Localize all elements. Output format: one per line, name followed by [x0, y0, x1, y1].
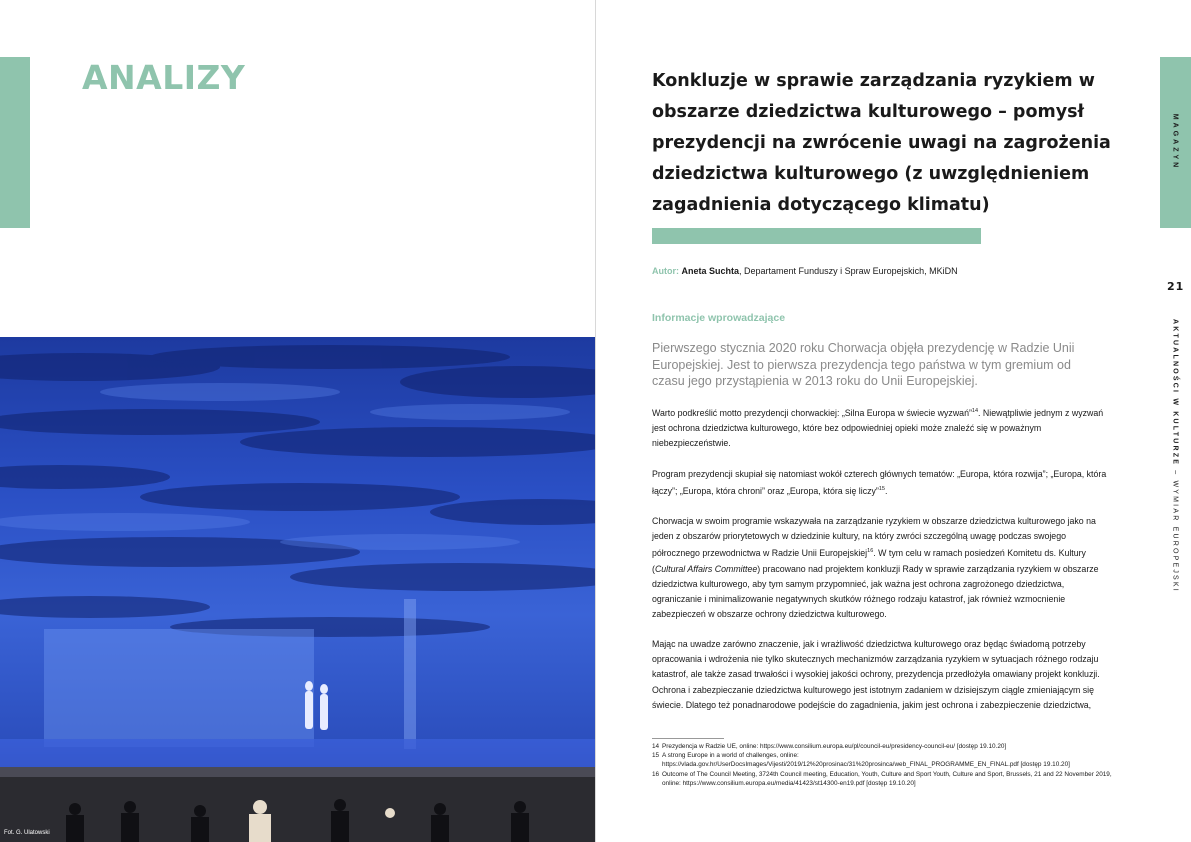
author-name: Aneta Suchta: [681, 266, 740, 276]
running-section-label: [1172, 319, 1179, 593]
photo-credit: Fot. G. Ulatowski: [4, 830, 50, 836]
section-label-rest: – WYMIAR EUROPEJSKI: [1171, 466, 1179, 593]
section-label-bold: AKTUALNOŚCI W KULTURZE: [1171, 319, 1179, 467]
footnotes: [652, 742, 1122, 788]
footnote-number: 16: [652, 770, 660, 778]
text-run: Chorwacja w swoim programie wskazywała na zarządzanie ryzykiem w obszarze dziedzictwa kulturowego jako na jeden z obszarów priorytetowych w dziedzinie kultury, na który zwróci szczególną uwagę podczas swojego półrocznego przewodnictwa w Radzie Unii Europejskiej: [652, 516, 1096, 559]
text-run: ) pracowano nad projektem konkluzji Rady w sprawie zarządzania ryzykiem w obszarze dziedzictwa kulturowego, aby tym samym przypomnieć, jak ważna jest ochrona zagrożonego dziedzictwa, ograniczanie i minimalizowanie negatywnych skutków różnego rodzaju katastrof, jak również wzmocnienie zabezpieczeń w obszarze ochrony dziedzictwa kulturowego.: [652, 563, 1099, 620]
orchestra-pit: [0, 767, 595, 842]
footnote: [652, 770, 1122, 788]
left-page: [0, 0, 595, 842]
light-panel: [44, 629, 314, 747]
footnote-number: 14: [652, 743, 660, 750]
footnote-text: A strong Europe in a world of challenges, online: https://vlada.gov.hr/UserDocsImages/Vijesti/2019/12%20prosinac/31%20prosinca/web_FINAL_PROGRAMME_EN_FINAL.pdf [dostęp 19.10.20]: [662, 752, 1070, 769]
section-title: ANALIZY: [82, 58, 246, 97]
footnote-ref: 14: [971, 408, 979, 414]
stage-illustration: [0, 337, 595, 842]
page-number: 21: [1167, 280, 1185, 293]
text-run: Program prezydencji skupiał się natomiast wokół czterech głównych tematów: „Europa, która rozwija”; „Europa, która łączy”; „Europa, która chroni” oraz „Europa, która się liczy”: [652, 469, 1107, 497]
footnote: [652, 751, 1122, 769]
footnote-text: Outcome of The Council Meeting, 3724th Council meeting, Education, Youth, Culture and Sport Youth, Culture and Sport, Brussels, 21 and 22 November 2019, online: https://www.consilium.europa.eu/media/41423/st14300-en19.pdf [dostęp 19.10.20]: [662, 770, 1112, 787]
lead-paragraph: Pierwszego stycznia 2020 roku Chorwacja objęła prezydencję w Radzie Unii Europejskiej. Jest to pierwsza prezydencja tego państwa w tym gremium od czasu jego przystąpienia w 2013 roku do Unii Europejskiej.: [652, 341, 1075, 388]
text-run: Warto podkreślić motto prezydencji chorwackiej: „Silna Europa w świecie wyzwań”: [652, 407, 972, 418]
light-pillar: [404, 599, 416, 749]
left-color-tab: [0, 57, 30, 228]
article-title: Konkluzje w sprawie zarządzania ryzykiem w obszarze dziedzictwa kulturowego – pomysł prezydencji na zwrócenie uwagi na zagrożenia dziedzictwa kulturowego (z uwzględnieniem zagadnienia dotyczącego klimatu): [652, 71, 1111, 215]
title-underline-bar: [652, 228, 981, 244]
stage-floor: [0, 739, 595, 769]
right-page: [596, 0, 1191, 842]
text-run: . W tym celu w ramach posiedzeń Komitetu ds. Kultury (: [652, 548, 1086, 574]
magazine-label: MAGAZYN: [1171, 113, 1179, 171]
section-subheading: Informacje wprowadzające: [652, 312, 786, 324]
body-paragraph: Mając na uwadze zarówno znaczenie, jak i wrażliwość dziedzictwa kulturowego oraz będąc świadomą potrzeby opracowania i wdrożenia nie tylko skutecznych mechanizmów zarządzania ryzykiem w sytuacjach różnego rodzaju katastrof, ale także zasad trwałości i wysokiej jakości ochrony, prezydencja przedłożyła omawiany projekt konkluzji. Ochrona i zabezpieczanie dziedzictwa kulturowego jest istotnym zadaniem w dzisiejszym ciągle zmieniającym się świecie. Dlatego też ponadnarodowe podejście do zagadnienia, jakim jest ochrona i zabezpieczenie dziedzictwa,: [652, 639, 1100, 710]
performer-figures: [305, 681, 328, 730]
author-label: Autor:: [652, 266, 679, 276]
text-run: . Niewątpliwie jednym z wyzwań jest ochrona dziedzictwa kulturowego, które bez odpowiedniej opieki może znaleźć się w poważnym niebezpieczeństwie.: [652, 407, 1104, 449]
footnote: [652, 742, 1122, 751]
body-paragraph: [652, 404, 1107, 452]
author-line: [652, 266, 958, 276]
italic-term: Cultural Affairs Committee: [654, 563, 758, 574]
footnote-text: Prezydencja w Radzie UE, online: https://www.consilium.europa.eu/pl/council-eu/presidency-council-eu/ [dostęp 19.10.20]: [662, 743, 1007, 750]
footnote-ref: 15: [878, 486, 885, 493]
body-paragraph: [652, 467, 1107, 499]
footnote-ref: 16: [867, 548, 874, 555]
pit-rail: [0, 767, 595, 777]
text-run: .: [884, 486, 888, 497]
footnote-divider: [652, 738, 724, 739]
author-affiliation: , Departament Funduszy i Spraw Europejskich, MKiDN: [739, 266, 958, 276]
footnote-number: 15: [652, 752, 660, 760]
stage-photo: [0, 337, 595, 842]
body-paragraph: [652, 514, 1107, 622]
